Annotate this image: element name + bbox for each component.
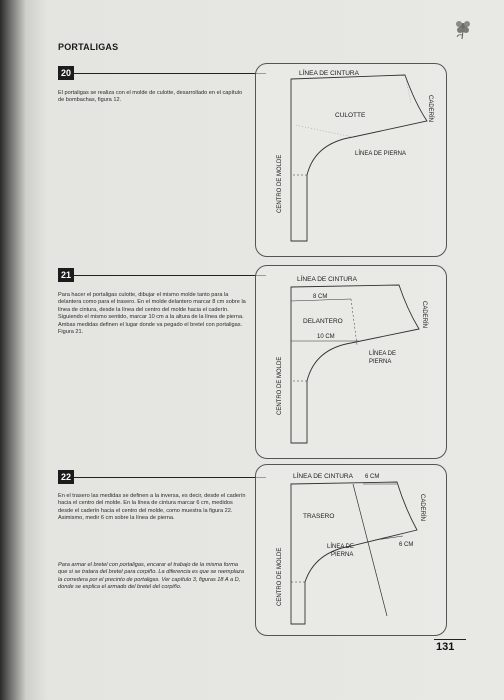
page-number: 131 xyxy=(436,641,455,653)
waist-line-label: LÍNEA DE CINTURA xyxy=(293,473,353,480)
hip-label: CADERÍN xyxy=(419,494,425,522)
step-20-paragraph: El portaligas se realiza con el molde de culotte, desarrollado en el capítulo de bombachas, figura 12. xyxy=(58,90,243,104)
center-mold-label: CENTRO DE MOLDE xyxy=(277,356,283,415)
waist-line-label: LÍNEA DE CINTURA xyxy=(299,70,359,77)
step-number-22: 22 xyxy=(58,470,74,484)
diagram-culotte xyxy=(255,63,445,255)
section-title: PORTALIGAS xyxy=(58,42,119,52)
leader-line xyxy=(74,275,266,276)
waist-line-label: LÍNEA DE CINTURA xyxy=(297,276,357,283)
step-number-20: 20 xyxy=(58,66,74,80)
leader-line xyxy=(74,73,266,74)
step-22-note: Para armar el bretel con portaligas, encarar el trabajo de la misma forma que si se tratara del bretel para corpiño. La diferencia es que se reemplaza la correderа por el precinto de portaligas. Ver capítulo 3, figuras 18 A a D, donde se explica el armado del bretel del corpiño. xyxy=(58,562,244,591)
leader-line xyxy=(74,477,266,478)
leg-line-label: PIERNA xyxy=(331,552,354,558)
step-21-paragraph: Para hacer el portaligas culotte, dibujar el mismo molde tanto para la delantera como para el trasero. En el molde delantero marcar 8 cm sobre la línea de cintura, desde la línea del centro del molde hacia el caderín. Siguiendo el mismo sentido, marcar 10 cm a la altura de la línea de pierna. Ambas medidas definen el lugar donde va pegado el bretel con portaligas. Figura 21. xyxy=(58,292,246,336)
flower-logo-icon xyxy=(452,18,474,40)
step-number-21: 21 xyxy=(58,268,74,282)
leg-line-label: LÍNEA DE PIERNA xyxy=(355,151,407,157)
measure-8cm-label: 8 CM xyxy=(313,294,328,300)
leg-line-label: PIERNA xyxy=(369,359,392,365)
leg-line-label: LÍNEA DE xyxy=(369,351,397,357)
measure-6cm-leg-label: 6 CM xyxy=(399,542,414,548)
center-mold-label: CENTRO DE MOLDE xyxy=(277,154,283,213)
diagram-delantero xyxy=(255,265,445,457)
step-22-paragraph: En el trasero las medidas se definen a la inversa, es decir, desde el caderín hacia el centro del molde. En la línea de cintura marcar 6 cm, medidos desde el caderín hacia el centro del molde, como muestra la figura 22. Asimismo, medir 6 cm sobre la línea de pierna. xyxy=(58,493,246,522)
measure-6cm-waist-label: 6 CM xyxy=(365,474,380,480)
hip-label: CADERÍN xyxy=(421,301,427,329)
piece-label: CULOTTE xyxy=(335,112,366,119)
page-number-rule xyxy=(434,639,466,640)
measure-10cm-label: 10 CM xyxy=(317,334,335,340)
leg-line-label: LÍNEA DE xyxy=(327,544,355,550)
hip-label: CADERÍN xyxy=(427,95,433,123)
diagram-trasero xyxy=(255,464,445,634)
center-mold-label: CENTRO DE MOLDE xyxy=(277,547,283,606)
piece-label: DELANTERO xyxy=(303,318,343,325)
piece-label: TRASERO xyxy=(303,513,335,520)
